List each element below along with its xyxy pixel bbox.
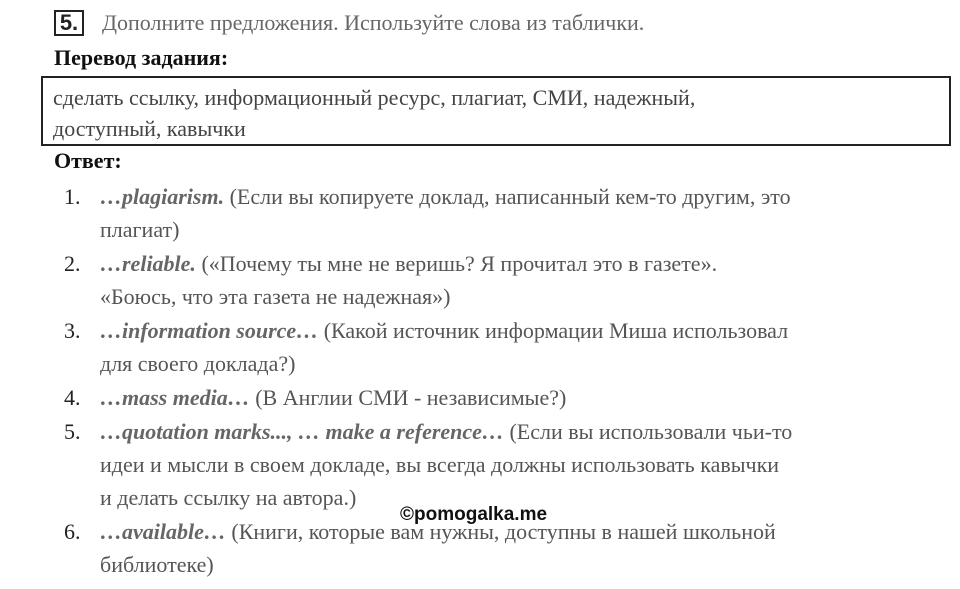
translation-heading: Перевод задания: bbox=[54, 45, 229, 70]
answer-english: …available… bbox=[100, 519, 226, 544]
watermark: ©pomogalka.me bbox=[400, 504, 548, 525]
answer-translation: (В Англии СМИ - независимые?) bbox=[249, 385, 567, 410]
answer-number: 3. bbox=[64, 318, 81, 343]
answer-translation: «Боюсь, что эта газета не надежная») bbox=[100, 284, 451, 309]
answer-english: …quotation marks..., … make a reference… bbox=[100, 419, 504, 444]
answer-translation: (Книги, которые вам нужны, доступны в нашей школьной bbox=[225, 519, 776, 544]
answer-translation: идеи и мысли в своем докладе, вы всегда должны использовать кавычки bbox=[100, 452, 780, 477]
answer-heading: Ответ: bbox=[54, 148, 122, 173]
answer-item bbox=[64, 247, 934, 313]
answer-item bbox=[64, 415, 934, 514]
answer-translation: (Какой источник информации Миша использовал bbox=[318, 318, 789, 343]
word-box-line: сделать ссылку, информационный ресурс, плагиат, СМИ, надежный, bbox=[53, 85, 696, 110]
answer-number: 5. bbox=[64, 419, 81, 444]
answer-translation: (Если вы копируете доклад, написанный кем-то другим, это bbox=[224, 184, 791, 209]
answer-english: …mass media… bbox=[100, 385, 250, 410]
answer-item bbox=[64, 381, 934, 414]
answer-translation: (Если вы использовали чьи-то bbox=[503, 419, 793, 444]
answer-translation: («Почему ты мне не веришь? Я прочитал это в газете». bbox=[195, 251, 718, 276]
task-instruction: Дополните предложения. Используйте слова из таблички. bbox=[102, 10, 645, 35]
answer-english: …reliable. bbox=[100, 251, 196, 276]
answer-translation: и делать ссылку на автора.) bbox=[100, 485, 357, 510]
answer-number: 4. bbox=[64, 385, 81, 410]
answer-item bbox=[64, 314, 934, 380]
answer-number: 6. bbox=[64, 519, 81, 544]
word-box bbox=[41, 76, 951, 146]
answer-number: 1. bbox=[64, 184, 81, 209]
answer-translation: плагиат) bbox=[100, 217, 180, 242]
answer-english: …plagiarism. bbox=[100, 184, 225, 209]
word-box-line: доступный, кавычки bbox=[53, 116, 246, 141]
answer-number: 2. bbox=[64, 251, 81, 276]
answer-english: …information source… bbox=[100, 318, 319, 343]
answer-translation: библиотеке) bbox=[100, 552, 214, 577]
answer-translation: для своего доклада?) bbox=[100, 351, 296, 376]
task-header bbox=[54, 6, 644, 40]
task-number: 5. bbox=[54, 10, 84, 36]
answer-item bbox=[64, 180, 934, 246]
